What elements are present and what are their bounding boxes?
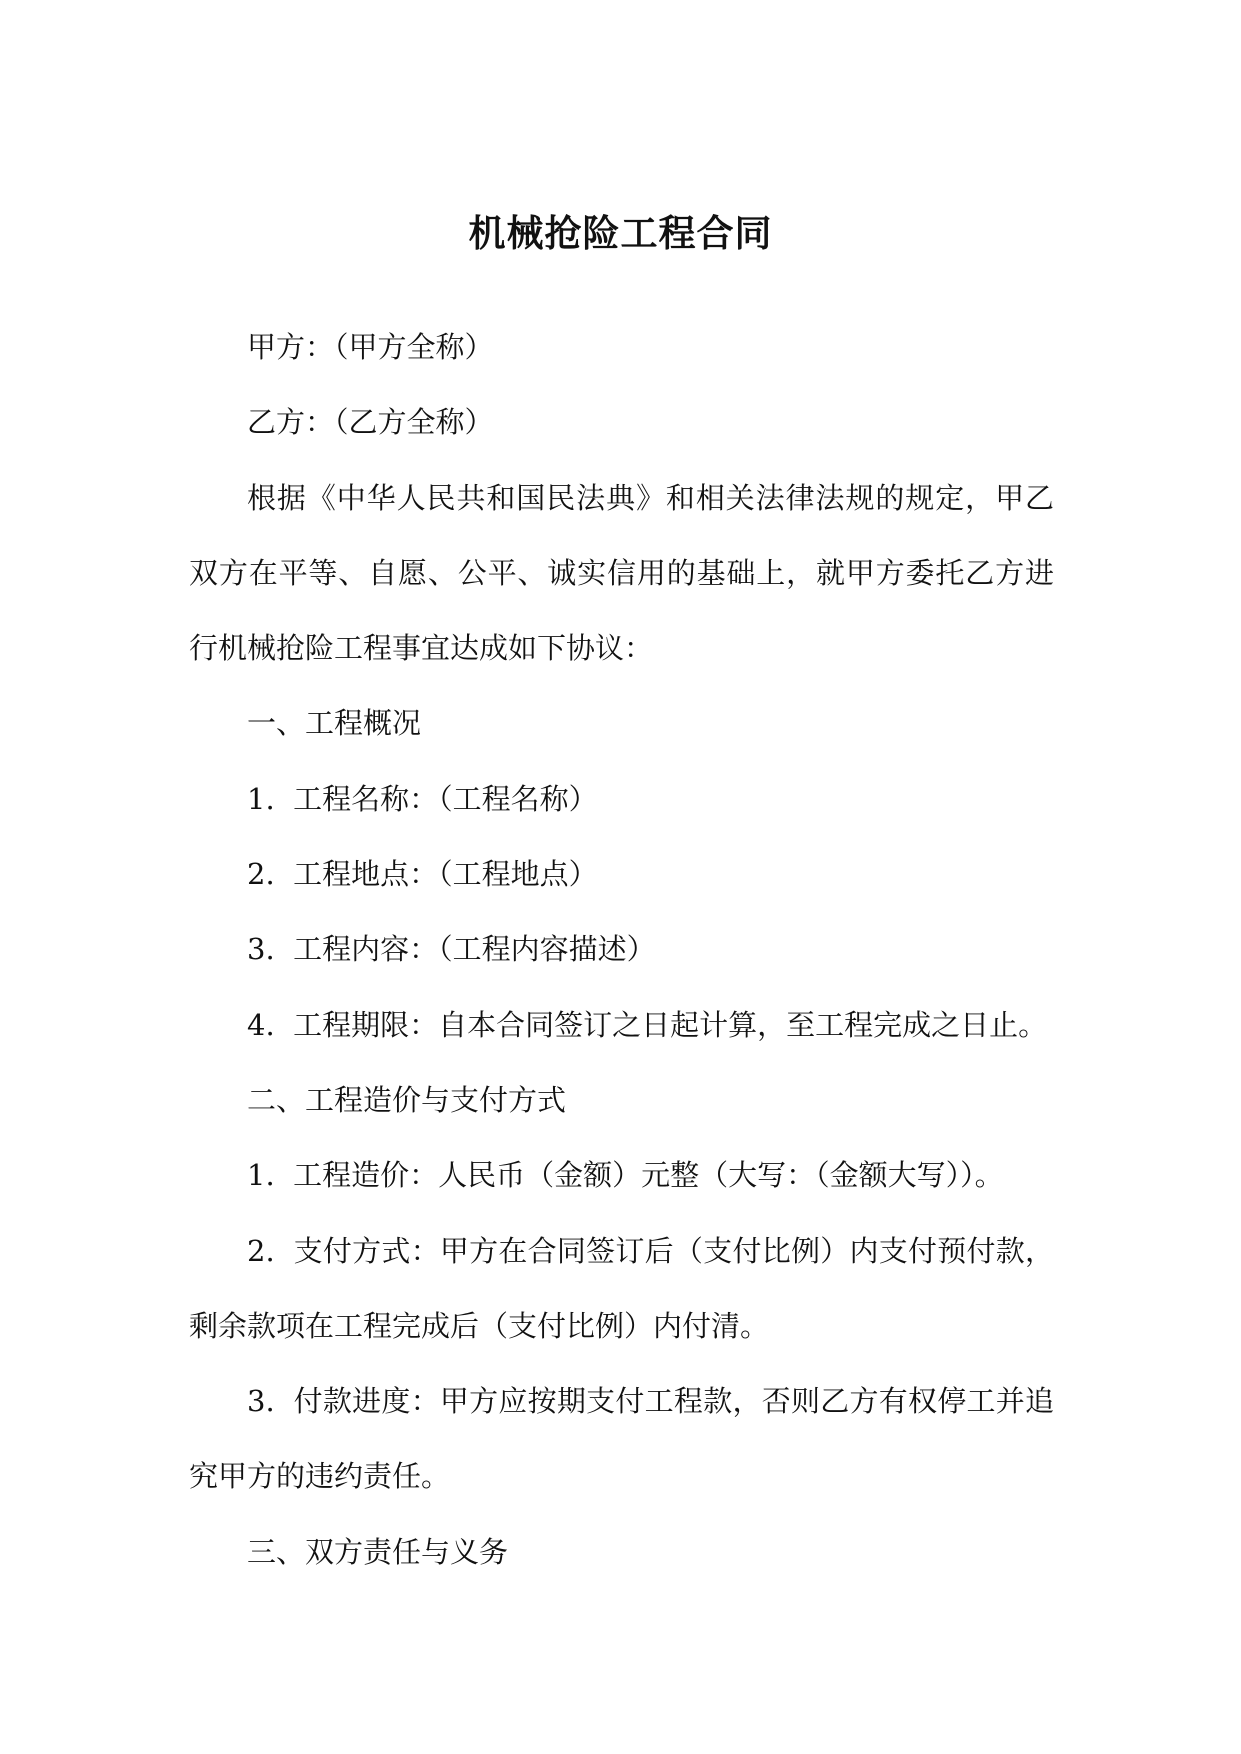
section-heading-3: 三、双方责任与义务 [247, 1534, 509, 1569]
document-title: 机械抢险工程合同 [468, 210, 773, 255]
section-heading-1: 一、工程概况 [247, 706, 422, 741]
clause-1-4: 4. 工程期限：自本合同签订之日起计算，至工程完成之日止。 [247, 1007, 1048, 1042]
clause-2-1: 1. 工程造价：人民币（金额）元整（大写：（金额大写））。 [247, 1158, 1004, 1193]
clause-1-2: 2. 工程地点：（工程地点） [247, 857, 598, 892]
clause-1-3: 3. 工程内容：（工程内容描述） [247, 932, 656, 967]
preamble-paragraph: 根据《中华人民共和国民法典》和相关法律法规的规定，甲乙双方在平等、自愿、公平、诚实信用的基础上，就甲方委托乙方进行机械抢险工程事宜达成如下协议： [189, 480, 1054, 666]
document-body [189, 310, 1054, 1590]
clause-2-3: 3. 付款进度：甲方应按期支付工程款，否则乙方有权停工并追究甲方的违约责任。 [189, 1384, 1054, 1494]
section-heading-2: 二、工程造价与支付方式 [247, 1082, 567, 1117]
clause-1-1: 1. 工程名称：（工程名称） [247, 781, 598, 816]
party-b-line: 乙方：（乙方全称） [247, 405, 494, 440]
party-a-line: 甲方：（甲方全称） [247, 330, 494, 364]
clause-2-2: 2. 支付方式：甲方在合同签订后（支付比例）内支付预付款，剩余款项在工程完成后（支付比例）内付清。 [189, 1233, 1054, 1343]
